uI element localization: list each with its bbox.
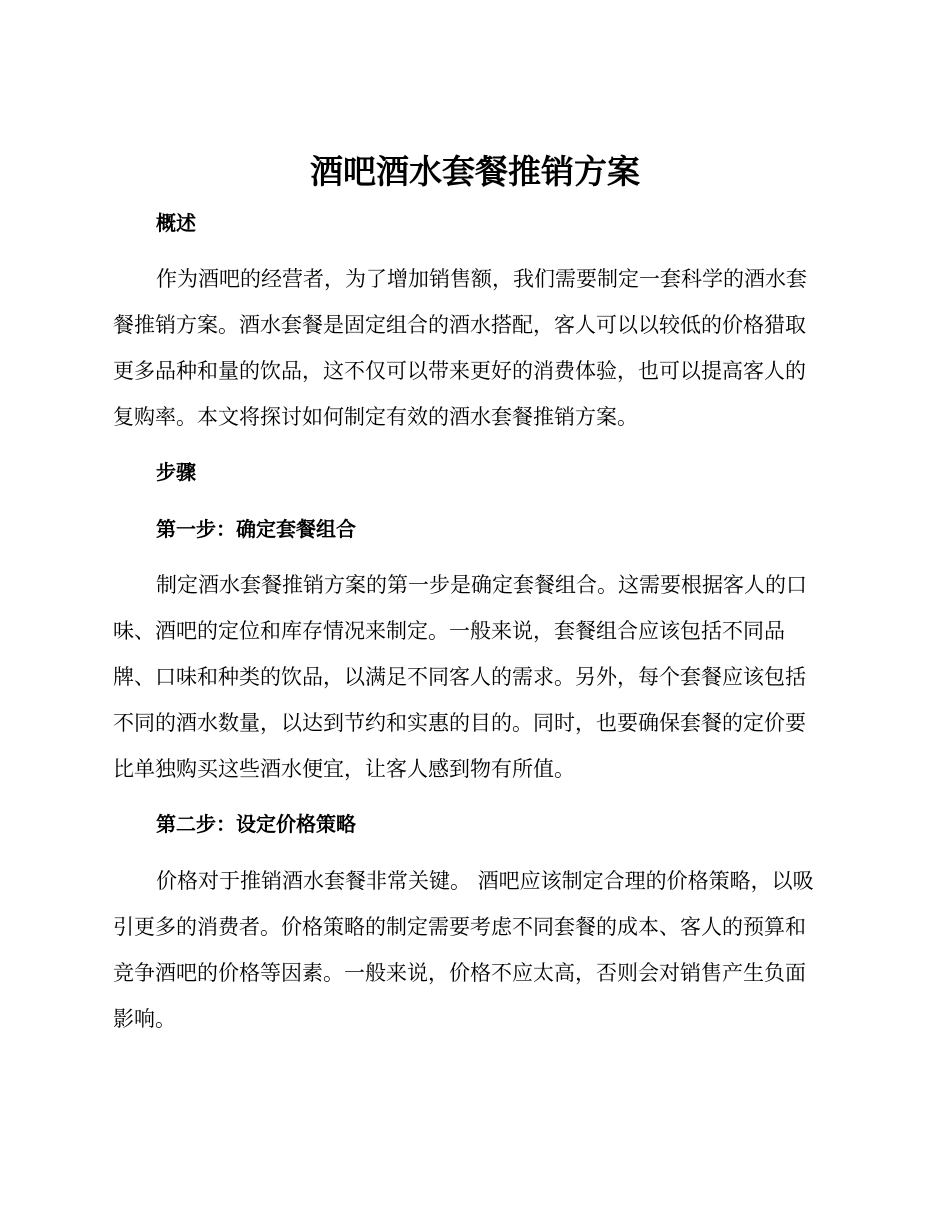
paragraph-line: 牌、口味和种类的饮品，以满足不同客人的需求。另外，每个套餐应该包括: [113, 665, 806, 689]
section-heading-steps: 步骤: [156, 460, 196, 484]
section-heading-step2: 第二步：设定价格策略: [156, 812, 356, 836]
paragraph-line: 引更多的消费者。价格策略的制定需要考虑不同套餐的成本、客人的预算和: [113, 915, 806, 939]
paragraph-line: 味、酒吧的定位和库存情况来制定。一般来说，套餐组合应该包括不同品: [113, 619, 785, 643]
paragraph-line: 比单独购买这些酒水便宜，让客人感到物有所值。: [113, 757, 575, 781]
paragraph-line: 更多品种和量的饮品，这不仅可以带来更好的消费体验，也可以提高客人的: [113, 359, 806, 383]
section-heading-overview: 概述: [156, 211, 196, 235]
section-heading-step1: 第一步：确定套餐组合: [156, 517, 356, 541]
paragraph-line: 影响。: [113, 1007, 176, 1031]
paragraph-line: 价格对于推销酒水套餐非常关键。 酒吧应该制定合理的价格策略，以吸: [156, 869, 814, 893]
paragraph-line: 不同的酒水数量，以达到节约和实惠的目的。同时，也要确保套餐的定价要: [113, 711, 806, 735]
paragraph-step2: [113, 858, 837, 1042]
paragraph-line: 作为酒吧的经营者，为了增加销售额，我们需要制定一套科学的酒水套: [156, 267, 807, 291]
paragraph-line: 竞争酒吧的价格等因素。一般来说，价格不应太高，否则会对销售产生负面: [113, 961, 806, 985]
paragraph-line: 餐推销方案。酒水套餐是固定组合的酒水搭配，客人可以以较低的价格猎取: [113, 313, 806, 337]
paragraph-overview: [113, 256, 837, 440]
paragraph-line: 复购率。本文将探讨如何制定有效的酒水套餐推销方案。: [113, 405, 638, 429]
page-title: 酒吧酒水套餐推销方案: [310, 152, 640, 191]
paragraph-step1: [113, 562, 837, 792]
paragraph-line: 制定酒水套餐推销方案的第一步是确定套餐组合。这需要根据客人的口: [156, 573, 807, 597]
